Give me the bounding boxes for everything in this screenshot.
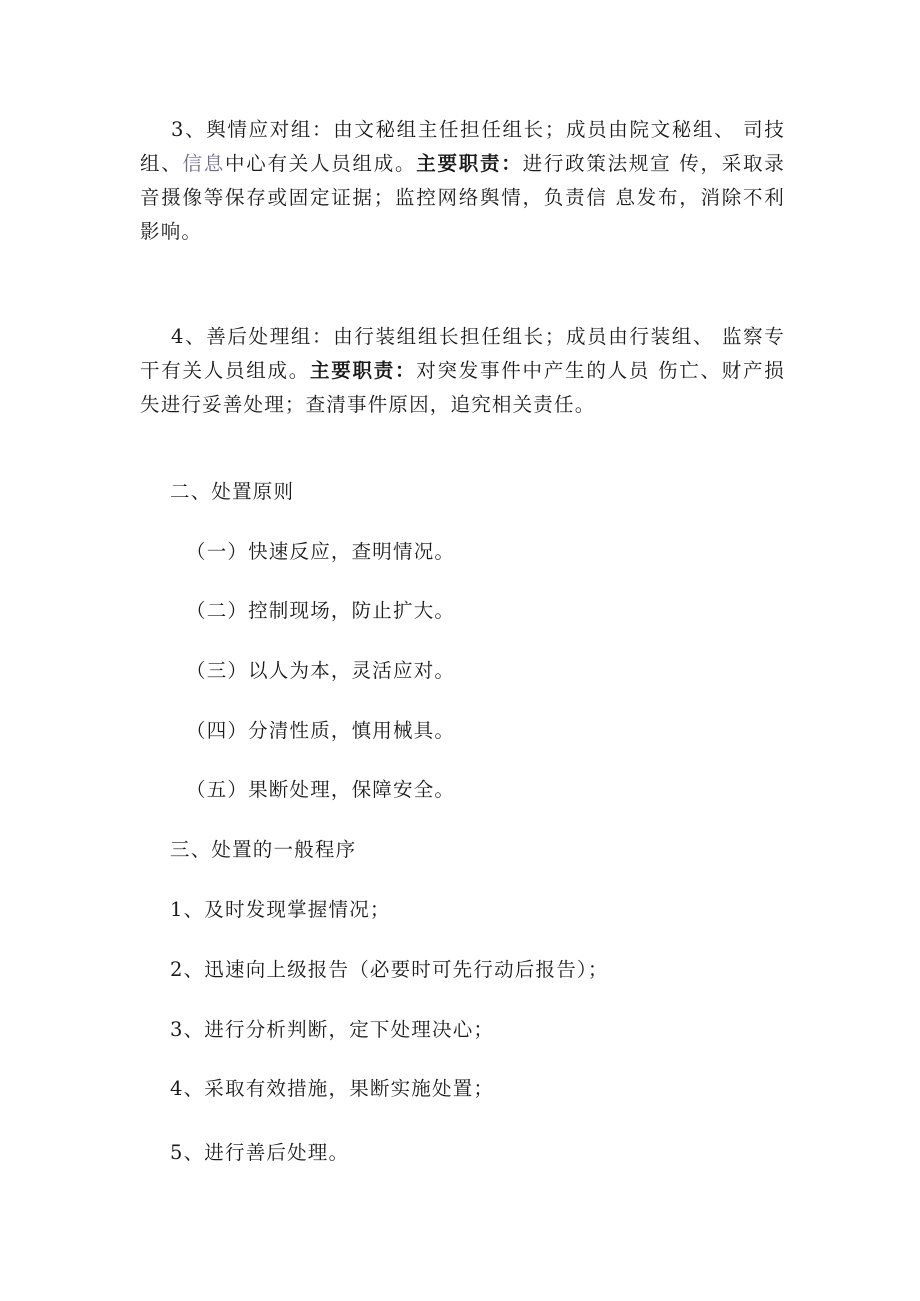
procedure-step-4: 4、采取有效措施，果断实施处置； xyxy=(170,1077,495,1100)
principle-item-3: （三）以人为本，灵活应对。 xyxy=(186,659,456,682)
p3-duty-label: 主要职责： xyxy=(416,152,523,175)
procedure-step-3: 3、进行分析判断，定下处理决心； xyxy=(170,1018,495,1041)
principle-item-2: （二）控制现场，防止扩大。 xyxy=(186,599,456,622)
section-heading-procedure: 三、处置的一般程序 xyxy=(170,838,357,861)
section-heading-principles: 二、处置原则 xyxy=(170,480,295,503)
principle-item-5: （五）果断处理，保障安全。 xyxy=(186,778,456,801)
p3-highlight: 信息 xyxy=(182,152,226,175)
procedure-step-1: 1、及时发现掌握情况； xyxy=(170,898,391,921)
p4-duty-label: 主要职责： xyxy=(310,359,417,382)
procedure-step-5: 5、进行善后处理。 xyxy=(170,1141,350,1164)
principle-item-1: （一）快速反应，查明情况。 xyxy=(186,540,456,563)
paragraph-public-opinion-group xyxy=(140,113,785,249)
p3-middle: 中心有关人员组成。 xyxy=(225,152,417,175)
paragraph-aftermath-group xyxy=(140,320,785,422)
p3-body: 进行政策法规宣 传，采取录音摄像等保存或固定证据；监控网络舆情，负责信 息发布，消除不利影响。 xyxy=(140,152,785,243)
p3-prefix: 3、舆情应对组：由文秘组主任担任组长；成员由院文秘组、 司技组、 xyxy=(140,118,785,175)
p4-body: 对突发事件中产生的人员 伤亡、财产损失进行妥善处理；查清事件原因，追究相关责任。 xyxy=(140,359,785,416)
procedure-step-2: 2、迅速向上级报告（必要时可先行动后报告）； xyxy=(170,958,609,981)
principle-item-4: （四）分清性质，慎用械具。 xyxy=(186,719,456,742)
p4-prefix: 4、善后处理组：由行装组组长担任组长；成员由行装组、 监察专干有关人员组成。 xyxy=(140,325,785,382)
